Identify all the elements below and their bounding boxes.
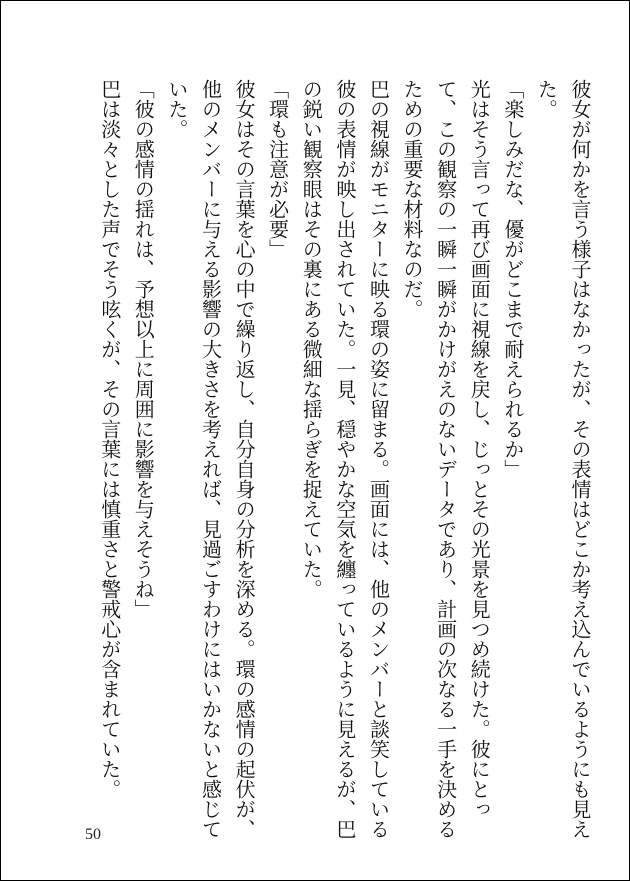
paragraph-1: 彼女が何かを言う様子はなかったが、その表情はどこか考え込んでいるようにも見えた。 (534, 79, 592, 839)
paragraph-6: 彼女はその言葉を心の中で繰り返し、自分自身の分析を深める。環の感情の起伏が、他のメンバーに与える影響の大きさを考えれば、見過ごすわけにはいかないと感じていた。 (164, 79, 257, 839)
paragraph-2-dialogue: 「楽しみだな、優がどこまで耐えられるか」 (500, 79, 525, 479)
paragraph-7-dialogue: 「彼の感情の揺れは、予想以上に周囲に影響を与えそうね」 (131, 79, 156, 619)
vertical-text-body (92, 79, 596, 839)
paragraph-8: 巴は淡々とした声でそう呟くが、その言葉には慎重さと警戒心が含まれていた。 (97, 79, 122, 799)
paragraph-4: 巴の視線がモニターに映る環の姿に留まる。画面には、他のメンバーと談笑している彼の表情が映し出されていた。一見、穏やかな空気を纏っているように見えるが、巴の鋭い観察眼はその裏にある微細な揺らぎを捉えていた。 (299, 79, 391, 839)
paragraph-5-dialogue: 「環も注意が必要」 (265, 79, 290, 259)
paragraph-3: 光はそう言って再び画面に視線を戻し、じっとその光景を見つめ続けた。彼にとって、この観察の一瞬一瞬がかけがえのないデータであり、計画の次なる一手を決めるための重要な材料なのだ。 (400, 79, 492, 839)
page-number: 50 (85, 826, 101, 843)
